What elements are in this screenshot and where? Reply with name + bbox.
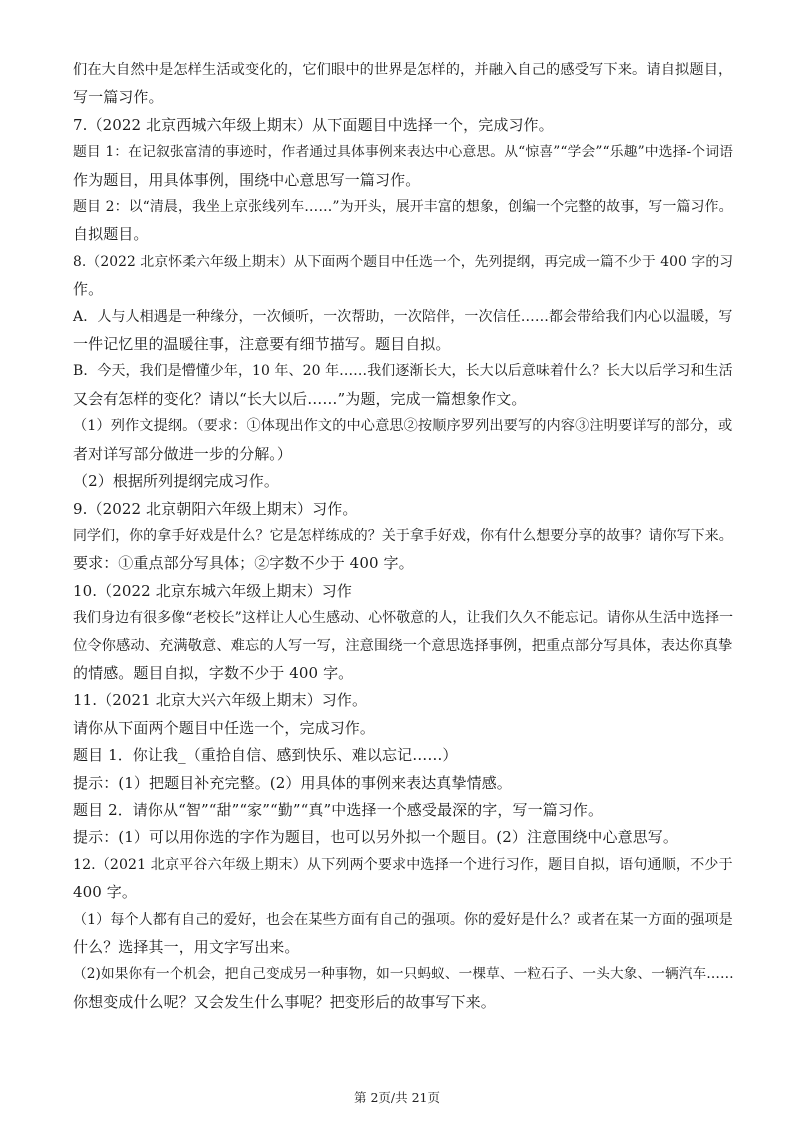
page-number-footer: 第 2页/共 21页 [353,1090,441,1105]
text-line: （1）每个人都有自己的爱好，也会在某些方面有自己的强项。你的爱好是什么？或者在某一方面的强项是 [73,911,733,928]
question-8-heading: 8.（2022 北京怀柔六年级上期末）从下面两个题目中任选一个，先列提纲，再完成一篇不少于 400 字的习 [73,253,734,270]
text-line: 你想变成什么呢？又会发生什么事呢？把变形后的故事写下来。 [73,992,496,1011]
text-line: （1）列作文提纲。（要求：①体现出作文的中心意思②按顺序罗列出要写的内容③注明要详写的部分，或 [73,418,733,435]
text-line: 们在大自然中是怎样生活或变化的，它们眼中的世界是怎样的，并融入自己的感受写下来。请自拟题目， [73,62,733,78]
text-line: 写一篇习作。 [73,88,164,107]
question-12-heading: 12.（2021 北京平谷六年级上期末）从下列两个要求中选择一个进行习作，题目自拟，语句通顺，不少于 [73,856,733,873]
text-line: 又会有怎样的变化？请以“长大以后……”为题，完成一篇想象作文。 [73,389,527,408]
text-line: 400 字。 [73,883,137,902]
text-line: 我们身边有很多像“老校长”这样让人心生感动、心怀敬意的人，让我们久久不能忘记。请你从生活中选择一 [73,610,734,627]
question-11-heading: 11.（2021 北京大兴六年级上期末）习作。 [73,691,368,710]
text-line: B．今天，我们是懵懂少年，10 年、20 年……我们逐渐长大，长大以后意味着什么？长大以后学习和生活 [73,363,733,380]
text-line: 要求：①重点部分写具体；②字数不少于 400 字。 [73,554,414,573]
text-line: 题目 1：在记叙张富清的事迹时，作者通过具体事例来表达中心意思。从“惊喜”“学会”“乐趣”中选择-个词语 [73,144,734,161]
text-line: 自拟题目。 [73,225,149,244]
text-line: 者对详写部分做进一步的分解。） [73,444,293,463]
text-line: 作为题目，用具体事例，围绕中心意思写一篇习作。 [73,170,421,189]
text-line: 什么？选择其一，用文字写出来。 [73,938,300,956]
text-line: A．人与人相遇是一种缘分，一次倾听，一次帮助，一次陪伴，一次信任……都会带给我们内心以温暖，写 [73,308,733,325]
text-line: 同学们，你的拿手好戏是什么？它是怎样练成的？关于拿手好戏，你有什么想要分享的故事？请你写下来。 [73,527,733,544]
question-7-heading: 7.（2022 北京西城六年级上期末）从下面题目中选择一个，完成习作。 [73,115,554,134]
question-10-heading: 10.（2022 北京东城六年级上期末）习作 [73,581,352,600]
text-line: 提示：(1）把题目补充完整。(2）用具体的事例来表达真挚情感。 [73,773,512,792]
text-line: （2)如果你有一个机会，把自己变成另一种事物，如一只蚂蚁、一棵草、一粒石子、一头大象、一辆汽车…… [73,966,734,983]
text-line: 提示：(1）可以用你选的字作为题目，也可以另外拟一个题目。(2）注意围绕中心意思写。 [73,828,678,847]
text-line: 题目 2：以“清晨，我坐上京张线列车……”为开头，展开丰富的想象，创编一个完整的故事，写一篇习作。 [73,199,733,216]
text-line: （2）根据所列提纲完成习作。 [73,472,279,491]
text-line: 作。 [73,280,104,299]
text-line: 题目 1．你让我_（重拾自信、感到快乐、难以忘记……） [73,746,458,765]
text-line: 请你从下面两个题目中任选一个，完成习作。 [73,718,376,737]
text-line: 题目 2．请你从“智”“甜”“家”“勤”“真”中选择一个感受最深的字，写一篇习作。 [73,800,604,819]
text-line: 的情感。题目自拟，字数不少于 400 字。 [73,663,354,682]
document-body [73,57,733,1016]
question-9-heading: 9.（2022 北京朝阳六年级上期末）习作。 [73,499,358,518]
text-line: 一件记忆里的温暖往事，注意要有细节描写。题目自拟。 [73,335,451,354]
text-line: 位令你感动、充满敬意、难忘的人写一写，注意围绕一个意思选择事例，把重点部分写具体，表达你真挚 [73,637,733,654]
